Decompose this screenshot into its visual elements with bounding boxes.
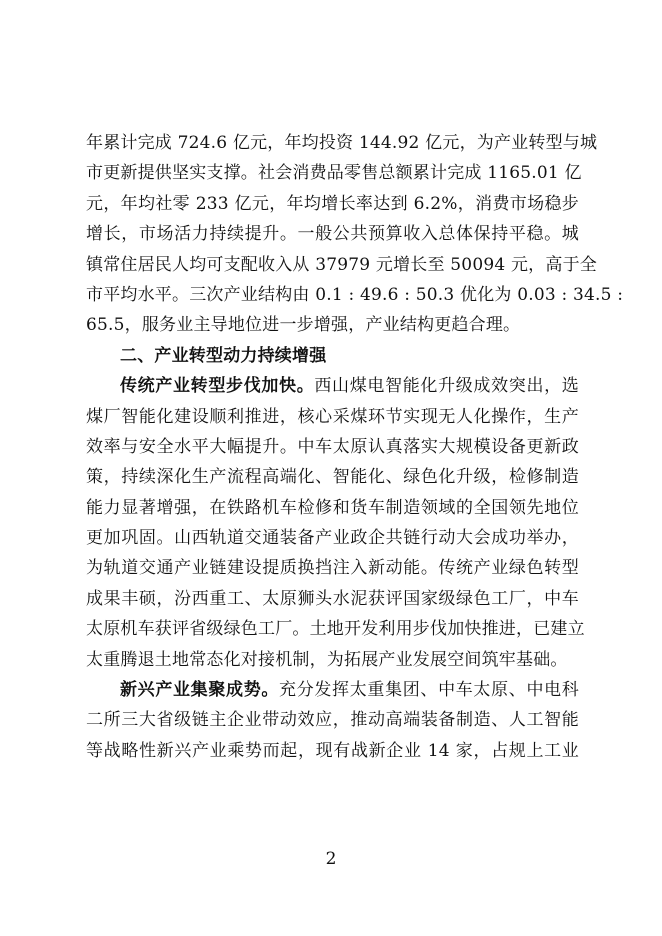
text-line: 二所三大省级链主企业带动效应，推动高端装备制造、人工智能 <box>86 710 579 731</box>
text-line: 增长，市场活力持续提升。一般公共预算收入总体保持平稳。城 <box>86 224 579 245</box>
text-line: 煤厂智能化建设顺利推进，核心采煤环节实现无人化操作，生产 <box>86 406 579 427</box>
text-line: 效率与安全水平大幅提升。中车太原认真落实大规模设备更新政 <box>86 436 579 457</box>
paragraph-economic-summary <box>86 128 624 341</box>
text-line: 太重腾退土地常态化对接机制，为拓展产业发展空间筑牢基础。 <box>86 649 568 670</box>
text-line: 年累计完成 724.6 亿元，年均投资 144.92 亿元，为产业转型与城 <box>86 133 598 153</box>
text-line: 更加巩固。山西轨道交通装备产业政企共链行动大会成功举办， <box>86 528 579 549</box>
text-line: 镇常住居民人均可支配收入从 37979 元增长至 50094 元，高于全 <box>86 254 597 275</box>
paragraph-lead-rest: 充分发挥太重集团、中车太原、中电科 <box>279 680 579 701</box>
text-line: 等战略性新兴产业乘势而起，现有战新企业 14 家，占规上工业 <box>86 740 579 761</box>
text-line: 成果丰硕，汾西重工、太原狮头水泥获评国家级绿色工厂，中车 <box>86 588 579 609</box>
page-number: 2 <box>325 849 337 869</box>
text-line-first <box>86 371 579 401</box>
text-line-first <box>86 675 579 705</box>
text-line: 市平均水平。三次产业结构由 0.1 : 49.6 : 50.3 优化为 0.03 : 34.5 : <box>86 284 624 305</box>
text-line: 65.5，服务业主导地位进一步增强，产业结构更趋合理。 <box>86 315 521 336</box>
body-text <box>86 128 624 766</box>
text-line: 太原机车获评省级绿色工厂。土地开发利用步伐加快推进，已建立 <box>86 619 585 640</box>
text-line: 市更新提供坚实支撑。社会消费品零售总额累计完成 1165.01 亿 <box>86 163 582 184</box>
text-line: 能力显著增强，在铁路机车检修和货车制造领域的全国领先地位 <box>86 497 579 518</box>
text-line: 为轨道交通产业链建设提质换挡注入新动能。传统产业绿色转型 <box>86 558 579 579</box>
text-line: 策，持续深化生产流程高端化、智能化、绿色化升级，检修制造 <box>86 467 579 488</box>
text-line: 元，年均社零 233 亿元，年均增长率达到 6.2%，消费市场稳步 <box>86 193 579 214</box>
paragraph-traditional-industry <box>86 371 585 675</box>
paragraph-lead-rest: 西山煤电智能化升级成效突出，选 <box>314 376 579 397</box>
section-heading: 二、产业转型动力持续增强 <box>120 345 327 366</box>
paragraph-lead: 传统产业转型步伐加快。 <box>120 376 315 397</box>
paragraph-emerging-industry <box>86 675 579 766</box>
paragraph-lead: 新兴产业集聚成势。 <box>120 680 280 701</box>
